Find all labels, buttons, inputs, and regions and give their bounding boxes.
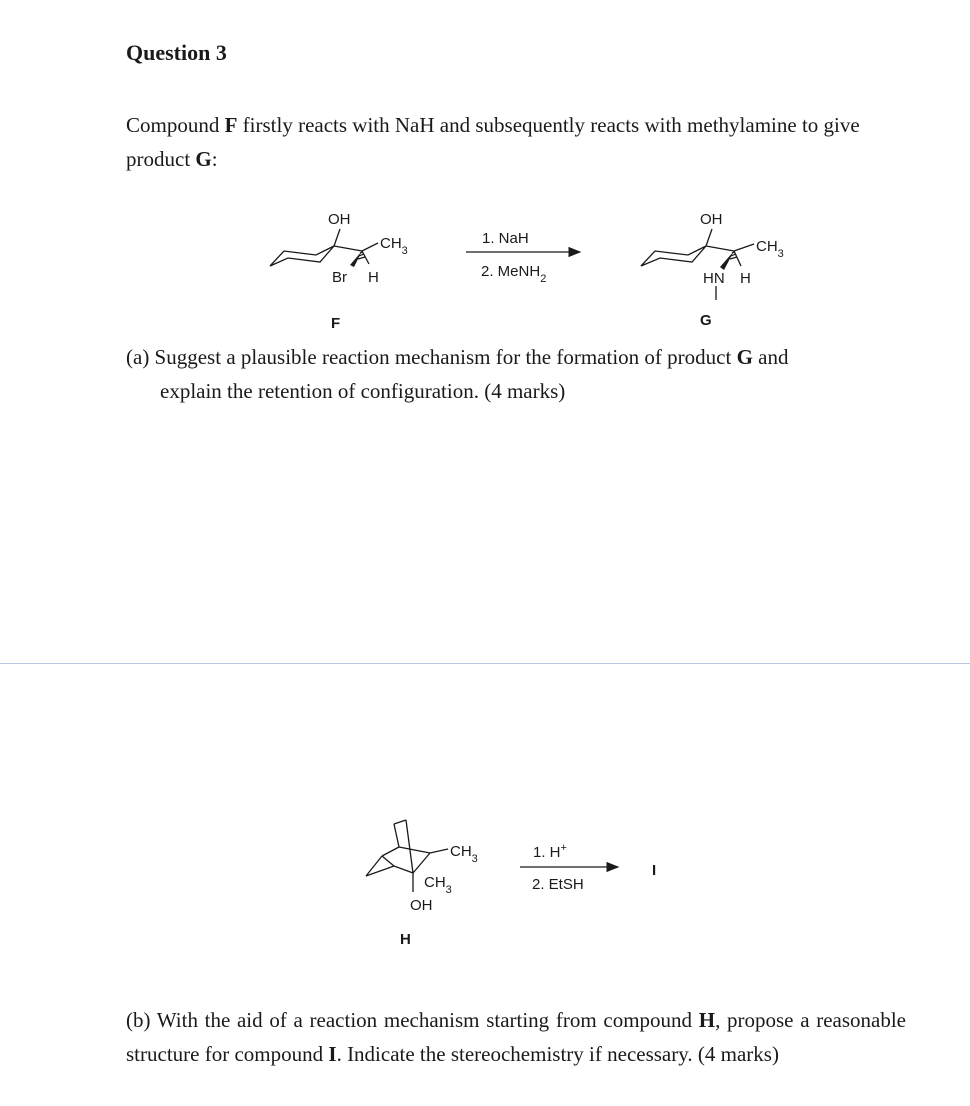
part-b-compound-h: H [698, 1008, 716, 1032]
compound-f-methyl: $CH_3$ [380, 235, 408, 257]
bond-c-oh [334, 229, 340, 246]
intro-text-1: Compound [126, 113, 225, 137]
compound-h-methyl-2: $CH_3$ [424, 874, 452, 896]
wedge-bond-nh [720, 251, 734, 270]
compound-h-label: H [400, 931, 411, 948]
intro-text-3: : [211, 147, 218, 171]
compound-f-br: Br [332, 269, 347, 286]
intro-text-2: firstly reacts with NaH and subsequently reacts with methylamine to give product [126, 113, 860, 171]
part-b-compound-i: I [328, 1042, 337, 1066]
scheme1-condition-2: 2. MeNH$_2$ [481, 263, 547, 285]
bond-c-methyl [362, 243, 378, 251]
scheme2-condition-1: 1. H+ [533, 842, 567, 861]
bond-c-chiral [334, 246, 362, 251]
part-a-line-2: explain the retention of configuration. (4 marks) [160, 379, 566, 403]
compound-g-ring [641, 246, 706, 266]
compound-g-oh: OH [700, 211, 723, 228]
compound-g-nh: HN [703, 270, 725, 287]
part-a-compound-g: G [736, 345, 753, 369]
product-i-label: I [652, 862, 657, 879]
scheme2-condition-2: 2. EtSH [532, 876, 584, 893]
question-title: Question 3 [126, 40, 227, 65]
compound-f-oh: OH [328, 211, 351, 228]
compound-f-structure [270, 229, 378, 266]
compound-f-label: F [331, 315, 341, 332]
compound-g-label: G [700, 312, 712, 329]
compound-g-h: H [740, 270, 751, 287]
compound-g-structure [641, 229, 754, 300]
part-a-line-1: (a) Suggest a plausible reaction mechanism for the formation of product G and [126, 345, 789, 369]
compound-f-ring [270, 246, 334, 266]
scheme1-condition-1: 1. NaH [482, 230, 529, 247]
compound-f-h: H [368, 269, 379, 286]
compound-h-oh: OH [410, 897, 433, 914]
part-b-question: (b) With the aid of a reaction mechanism starting from compound H, propose a reasonable structure for compound I. Indicate the stereochemistry if necessary. (4 marks) [126, 1008, 906, 1066]
compound-g-methyl: $CH_3$ [756, 238, 784, 260]
compound-h-methyl-1: $CH_3$ [450, 843, 478, 865]
intro-compound-f: F [224, 113, 238, 137]
intro-compound-g: G [195, 147, 212, 171]
